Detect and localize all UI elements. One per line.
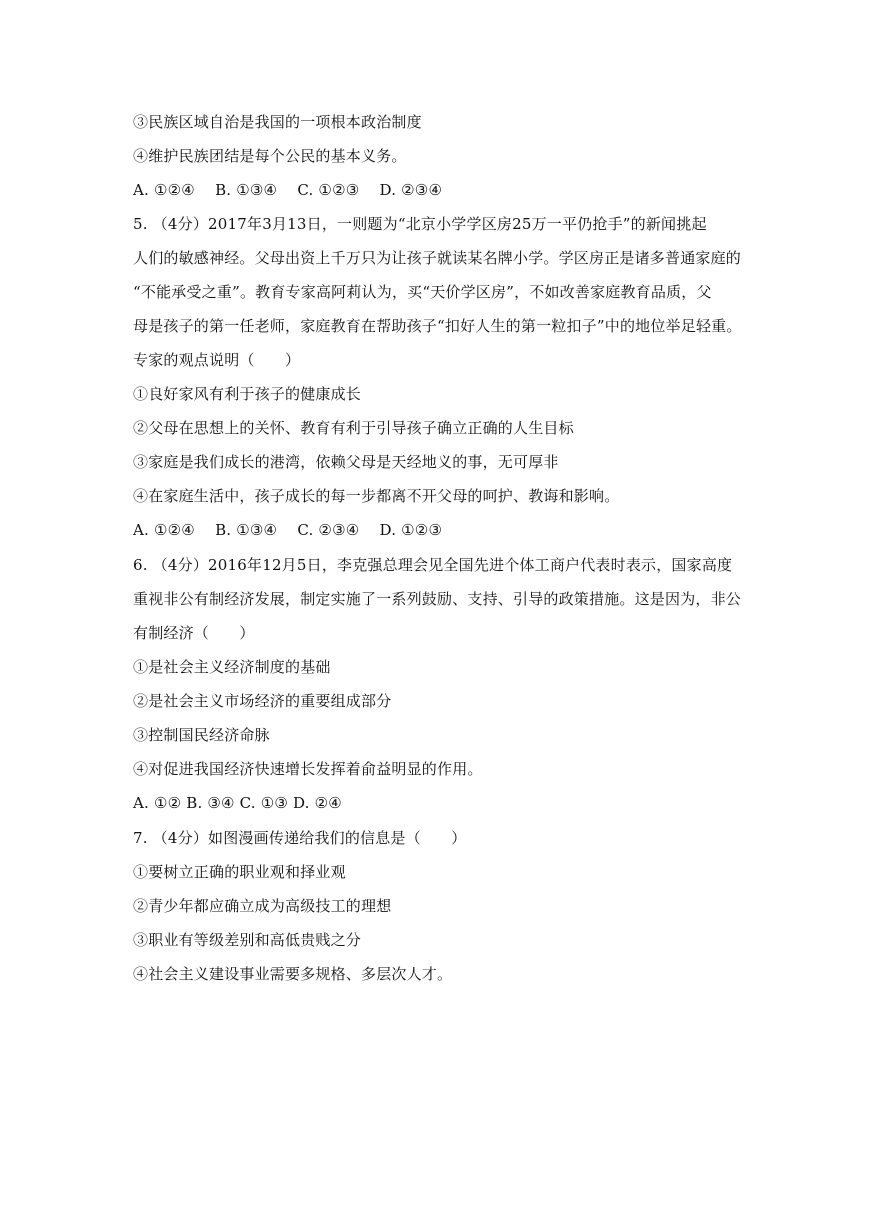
question-6-option-4: ④对促进我国经济快速增长发挥着俞益明显的作用。: [133, 760, 483, 778]
question-7-stem: 7. （4分）如图漫画传递给我们的信息是（ ）: [133, 829, 467, 847]
question-7-option-4: ④社会主义建设事业需要多规格、多层次人才。: [133, 965, 453, 983]
question-7-option-2: ②青少年都应确立成为高级技工的理想: [133, 897, 392, 915]
answer-choices-q4: A. ①②④ B. ①③④ C. ①②③ D. ②③④: [133, 181, 443, 199]
question-6-option-3: ③控制国民经济命脉: [133, 726, 270, 744]
question-6-stem-line-1: 6. （4分）2016年12月5日，李克强总理会见全国先进个体工商户代表时表示，国家高度: [133, 556, 733, 574]
question-5-stem-line-3: “不能承受之重”。教育专家高阿莉认为，买“天价学区房”，不如改善家庭教育品质，父: [133, 283, 712, 301]
question-5-option-3: ③家庭是我们成长的港湾，依赖父母是天经地义的事，无可厚非: [133, 453, 559, 471]
question-5-stem-line-1: 5. （4分）2017年3月13日，一则题为“北京小学学区房25万一平仍抢手”的新闻挑起: [133, 215, 707, 233]
answer-choices-q6: A. ①② B. ③④ C. ①③ D. ②④: [133, 794, 342, 812]
question-5-option-2: ②父母在思想上的关怀、教育有利于引导孩子确立正确的人生目标: [133, 419, 574, 437]
option-line-4: ④维护民族团结是每个公民的基本义务。: [133, 147, 407, 165]
question-6-option-1: ①是社会主义经济制度的基础: [133, 658, 331, 676]
question-5-stem-line-4: 母是孩子的第一任老师，家庭教育在帮助孩子“扣好人生的第一粒扣子”中的地位举足轻重。: [133, 317, 742, 335]
question-5-option-1: ①良好家风有利于孩子的健康成长: [133, 385, 362, 403]
question-5-option-4: ④在家庭生活中，孩子成长的每一步都离不开父母的呵护、教诲和影响。: [133, 487, 620, 505]
option-line-3: ③民族区域自治是我国的一项根本政治制度: [133, 113, 422, 131]
question-6-stem-line-2: 重视非公有制经济发展，制定实施了一系列鼓励、支持、引导的政策措施。这是因为，非公: [133, 590, 742, 608]
question-5-stem-line-2: 人们的敏感神经。父母出资上千万只为让孩子就读某名牌小学。学区房正是诸多普通家庭的: [133, 249, 742, 267]
question-6-option-2: ②是社会主义市场经济的重要组成部分: [133, 692, 392, 710]
question-7-option-1: ①要树立正确的职业观和择业观: [133, 863, 346, 881]
question-5-stem-line-5: 专家的观点说明（ ）: [133, 351, 301, 369]
question-7-option-3: ③职业有等级差别和高低贵贱之分: [133, 931, 362, 949]
answer-choices-q5: A. ①②④ B. ①③④ C. ②③④ D. ①②③: [133, 521, 443, 539]
question-6-stem-line-3: 有制经济（ ）: [133, 624, 255, 642]
